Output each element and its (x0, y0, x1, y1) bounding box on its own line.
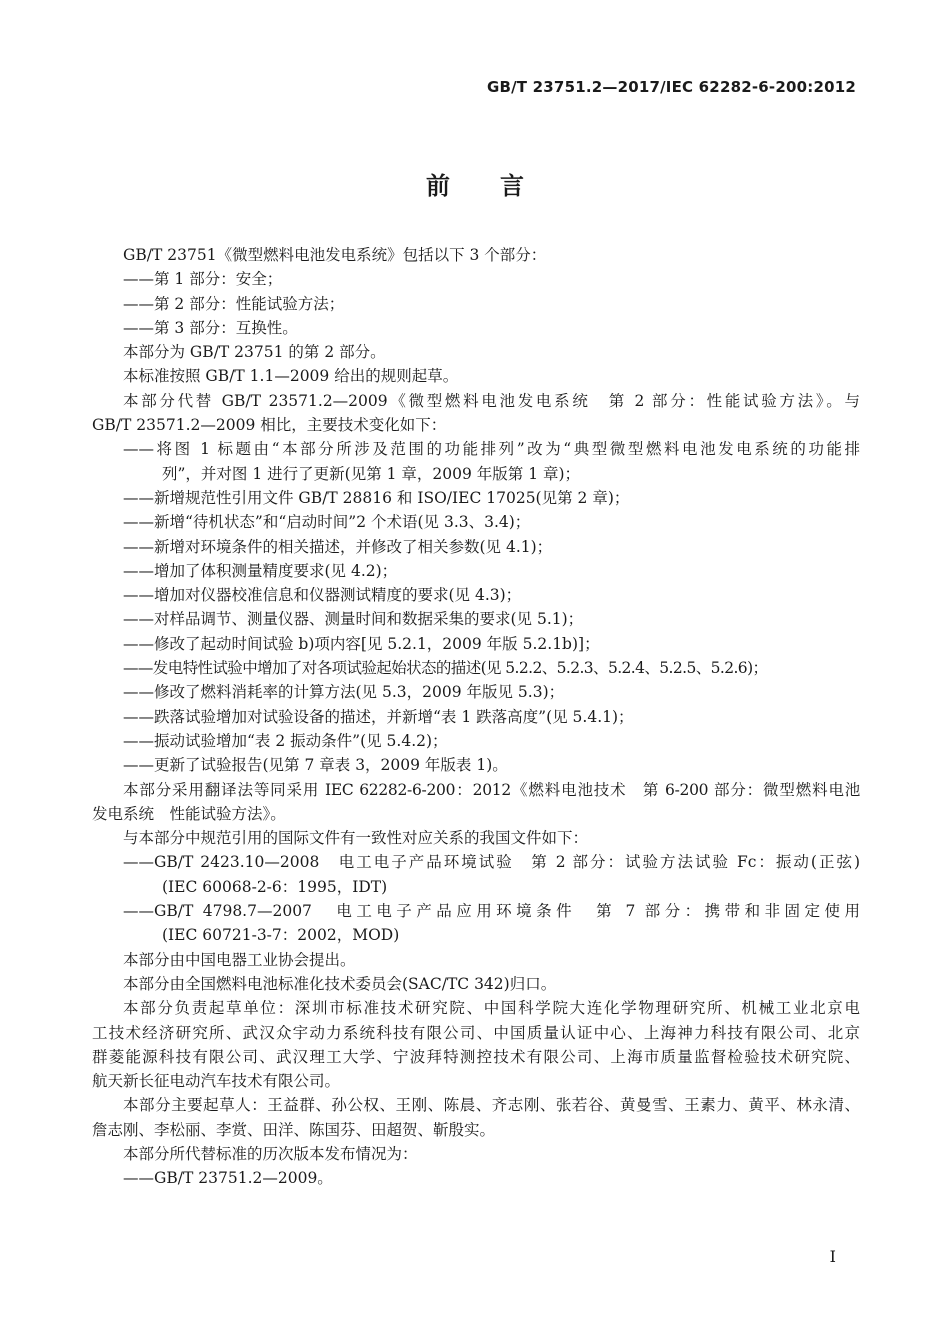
list-item: ——GB/T 23751.2—2009。 (123, 1169, 333, 1188)
paragraph: 本部分由中国电器工业协会提出。 (123, 950, 356, 969)
paragraph: 本部分为 GB/T 23751 的第 2 部分。 (123, 343, 386, 362)
list-item: ——更新了试验报告(见第 7 章表 3，2009 年版表 1)。 (123, 756, 508, 775)
standard-code: GB/T 23751.2—2017/IEC 62282-6-200:2012 (486, 78, 856, 96)
list-item: ——发电特性试验中增加了对各项试验起始状态的描述(见 5.2.2、5.2.3、5.2.4、5.2.5、5.2.6)； (123, 659, 768, 678)
paragraph: 本部分所代替标准的历次版本发布情况为： (123, 1144, 418, 1163)
paragraph: 群菱能源科技有限公司、武汉理工大学、宁波拜特测控技术有限公司、上海市质量监督检验技术研究院、 (92, 1047, 860, 1066)
list-item: ——对样品调节、测量仪器、测量时间和数据采集的要求(见 5.1)； (123, 610, 584, 629)
paragraph: 工技术经济研究所、武汉众宇动力系统科技有限公司、中国质量认证中心、上海神力科技有限公司、北京 (92, 1023, 860, 1042)
list-item: ——振动试验增加“表 2 振动条件”(见 5.4.2)； (123, 731, 448, 750)
paragraph: 本部分负责起草单位：深圳市标准技术研究院、中国科学院大连化学物理研究所、机械工业北京电 (123, 999, 860, 1018)
list-item: ——第 3 部分：互换性。 (123, 318, 298, 337)
list-item: ——新增“待机状态”和“启动时间”2 个术语(见 3.3、3.4)； (123, 513, 531, 532)
list-item: ——增加对仪器校准信息和仪器测试精度的要求(见 4.3)； (123, 586, 522, 605)
foreword-body (92, 243, 860, 1191)
list-item-continuation: 列”，并对图 1 进行了更新(见第 1 章，2009 年版第 1 章)； (162, 464, 581, 483)
list-item: ——修改了燃料消耗率的计算方法(见 5.3，2009 年版见 5.3)； (123, 683, 565, 702)
paragraph: 本部分主要起草人：王益群、孙公权、王刚、陈晨、齐志刚、张若谷、黄曼雪、王素力、黄平、林永清、 (123, 1096, 860, 1115)
list-item-continuation: (IEC 60068-2-6：1995，IDT) (162, 877, 388, 896)
paragraph: 本部分由全国燃料电池标准化技术委员会(SAC/TC 342)归口。 (123, 974, 557, 993)
list-item: ——新增规范性引用文件 GB/T 28816 和 ISO/IEC 17025(见第 2 章)； (123, 488, 630, 507)
list-item: ——新增对环境条件的相关描述，并修改了相关参数(见 4.1)； (123, 537, 553, 556)
paragraph: 航天新长征电动汽车技术有限公司。 (92, 1072, 341, 1091)
list-item: ——将图 1 标题由“本部分所涉及范围的功能排列”改为“典型微型燃料电池发电系统的功能排 (123, 440, 860, 459)
paragraph: 发电系统 性能试验方法》。 (92, 804, 286, 823)
paragraph: 本部分采用翻译法等同采用 IEC 62282-6-200：2012《燃料电池技术 第 6-200 部分：微型燃料电池 (123, 780, 860, 799)
paragraph: 与本部分中规范引用的国际文件有一致性对应关系的我国文件如下： (123, 829, 589, 848)
list-item: ——跌落试验增加对试验设备的描述，并新增“表 1 跌落高度”(见 5.4.1)； (123, 707, 634, 726)
list-item-continuation: (IEC 60721-3-7：2002，MOD) (162, 926, 400, 945)
list-item: ——修改了起动时间试验 b)项内容[见 5.2.1，2009 年版 5.2.1b)]； (123, 634, 600, 653)
list-item: ——增加了体积测量精度要求(见 4.2)； (123, 561, 398, 580)
paragraph: 本部分代替 GB/T 23571.2—2009《微型燃料电池发电系统 第 2 部分：性能试验方法》。与 (123, 391, 860, 410)
paragraph: GB/T 23751《微型燃料电池发电系统》包括以下 3 个部分： (123, 246, 547, 264)
page-number: I (829, 1247, 836, 1266)
list-item: ——GB/T 4798.7—2007 电工电子产品应用环境条件 第 7 部分：携带和非固定使用 (123, 902, 860, 921)
list-item: ——GB/T 2423.10—2008 电工电子产品环境试验 第 2 部分：试验方法试验 Fc：振动(正弦) (123, 853, 860, 872)
list-item: ——第 2 部分：性能试验方法； (123, 294, 345, 313)
list-item: ——第 1 部分：安全； (123, 270, 283, 289)
paragraph: 詹志刚、李松丽、李赏、田洋、陈国芬、田超贺、靳殷实。 (92, 1120, 496, 1139)
paragraph: GB/T 23571.2—2009 相比，主要技术变化如下： (92, 416, 447, 435)
page-title: 前言 (426, 172, 574, 200)
paragraph: 本标准按照 GB/T 1.1—2009 给出的规则起草。 (123, 367, 459, 386)
